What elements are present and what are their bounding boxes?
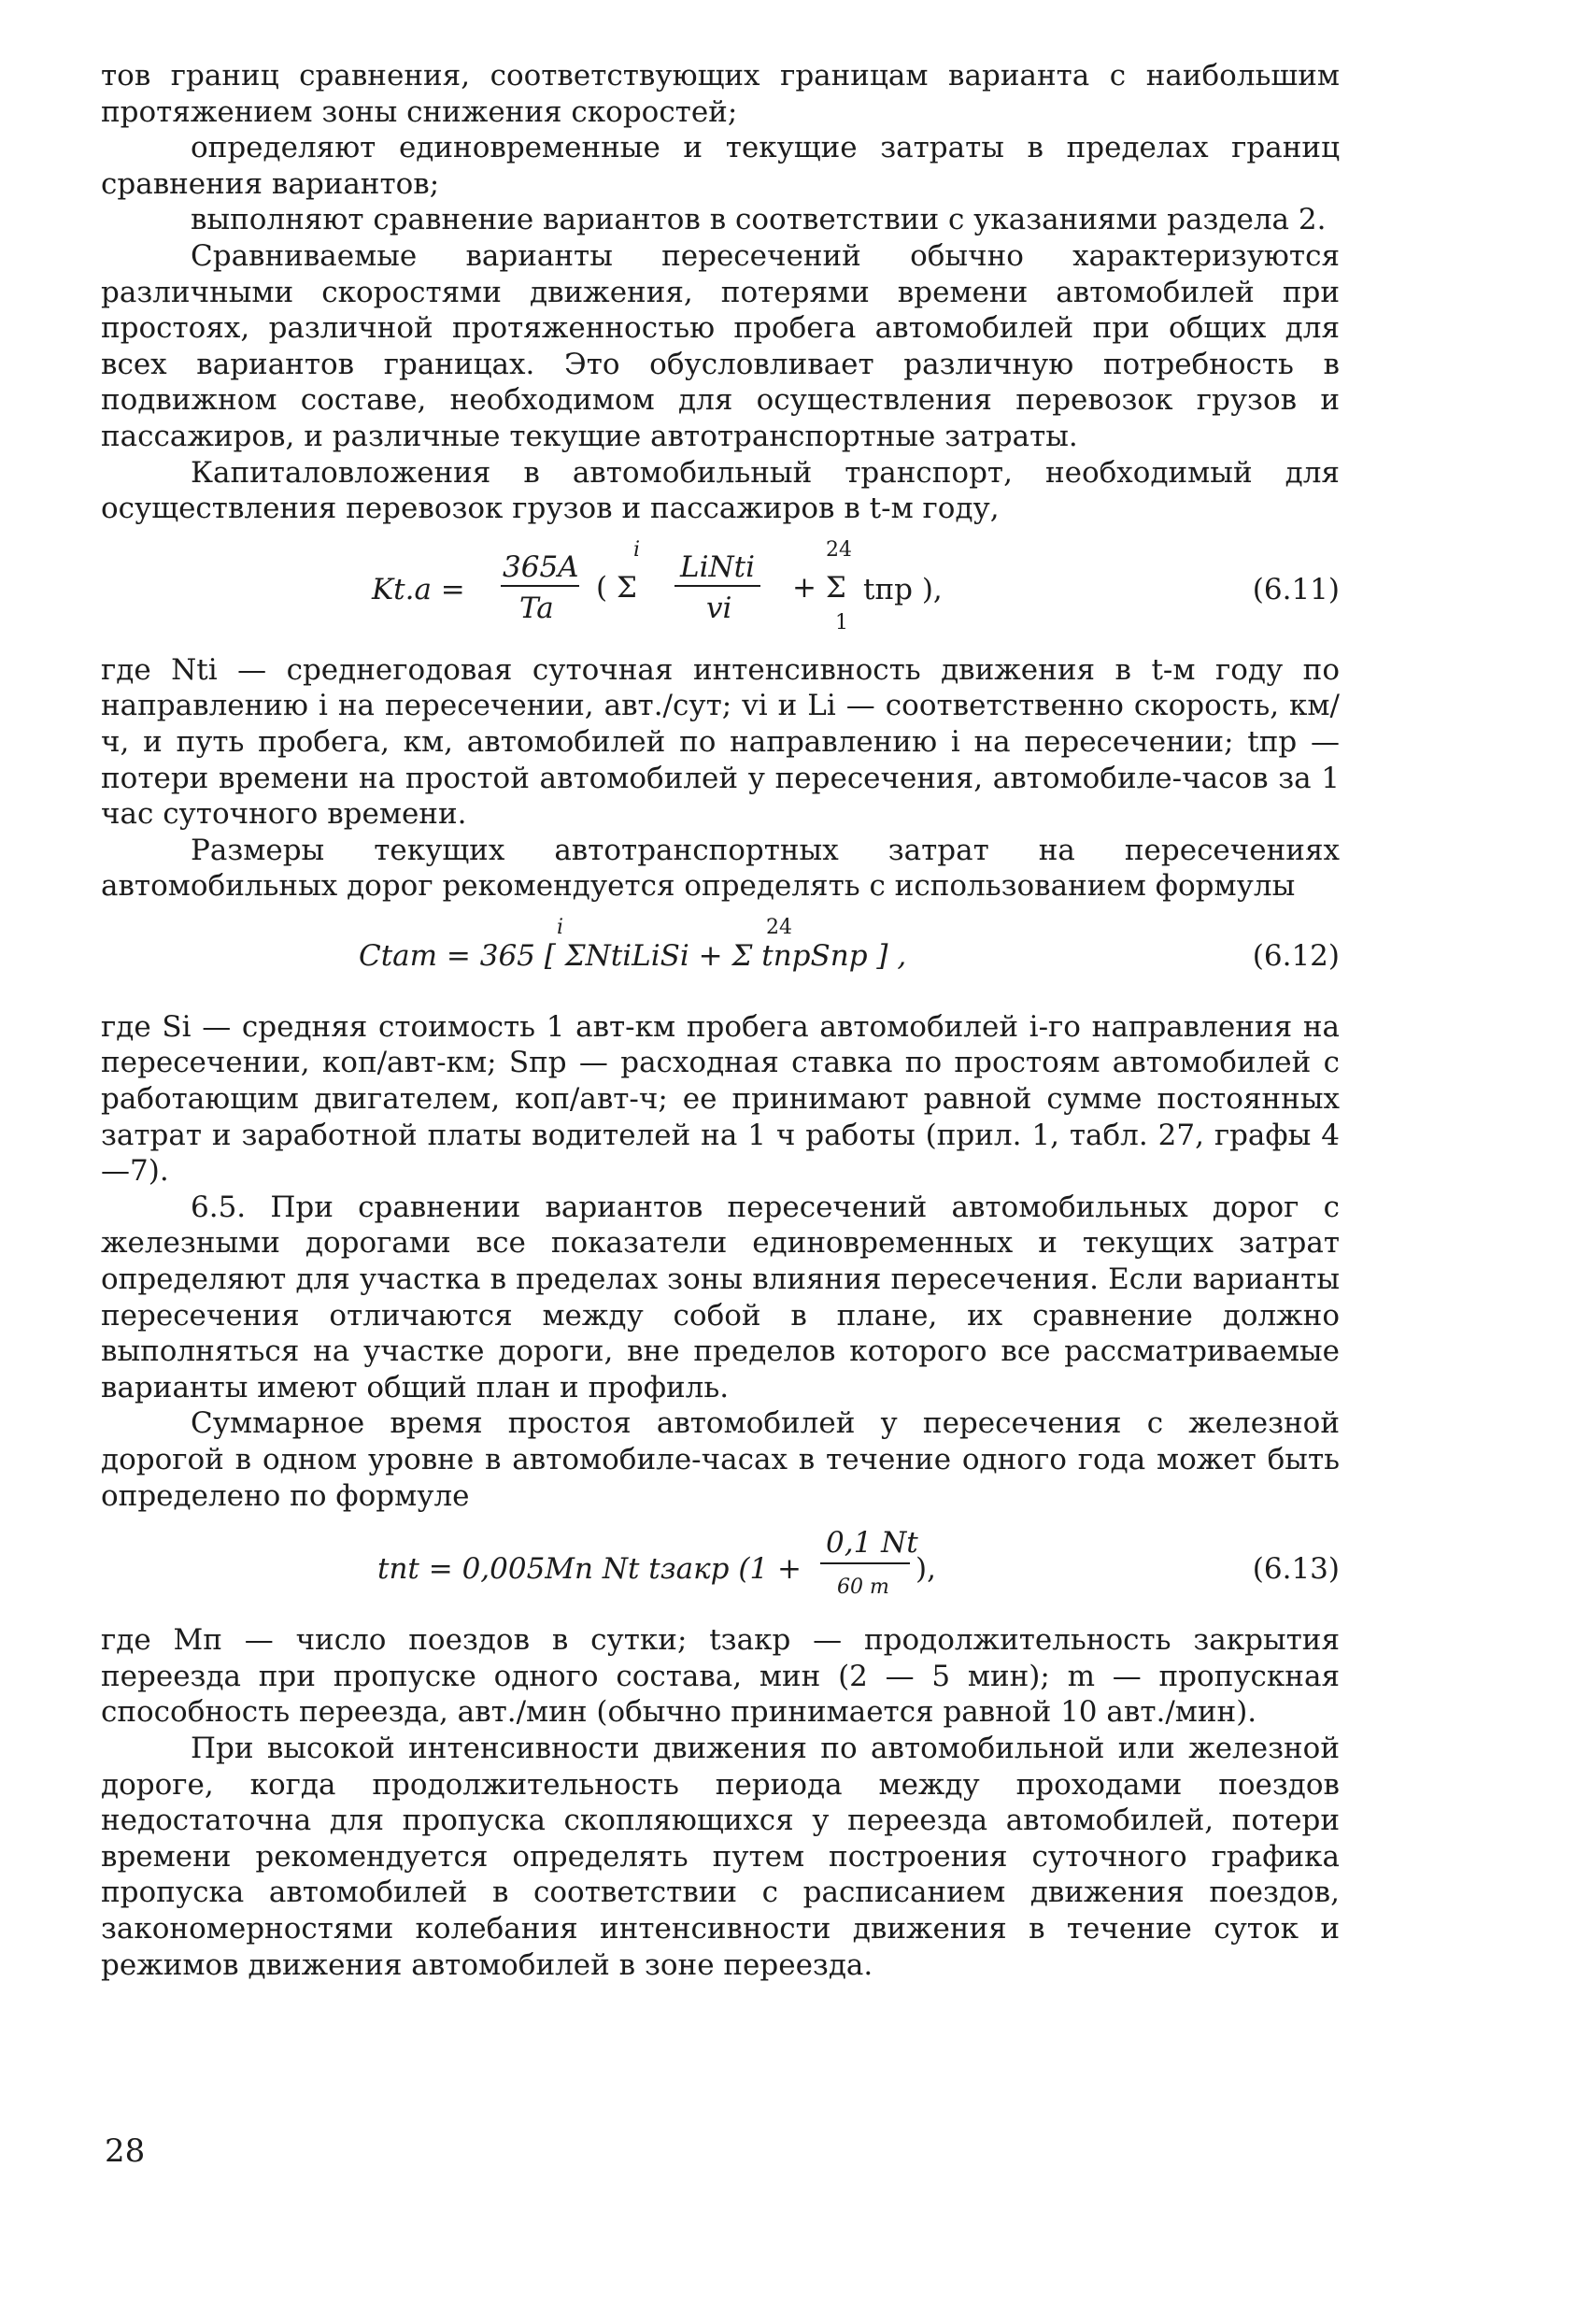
page-number: 28 — [105, 2132, 146, 2170]
paragraph-where-si: где Si — средняя стоимость 1 авт-км пробега автомобилей i-го направления на пересечении, коп/авт-км; Sпр — расходная ставка по простоям автомобилей с работающим двигателем, коп/авт-ч; ее принимают равной сумме постоянных затрат и заработной платы водителей на 1 ч работы (прил. 1, табл. 27, графы 4—7). — [101, 1009, 1340, 1189]
formula-611-sum1-top: i — [633, 537, 641, 562]
formula-611-frac-den: Ta — [519, 591, 554, 625]
formula-6-11 — [101, 533, 1340, 643]
paragraph-where-mp: где Mп — число поездов в сутки; tзакр — продолжительность закрытия переезда при пропуске одного состава, мин (2 — 5 мин); m — пропускная способность переезда, авт./мин (обычно принимается равной 10 авт./мин). — [101, 1623, 1340, 1730]
formula-611-frac-line — [501, 585, 579, 587]
formula-611-inner-line — [674, 585, 760, 587]
formula-611-frac-num: 365A — [503, 549, 579, 584]
formula-611-sum2: + Σ — [792, 570, 846, 605]
formula-611-inner-den: vi — [706, 591, 732, 625]
paragraph-where-nti: где Nti — среднегодовая суточная интенсивность движения в t-м году по направлению i на пересечении, авт./сут; vi и Li — соответственно скорость, км/ч, и путь пробега, км, автомобилей по направлению i на пересечении; tпр — потери времени на простой автомобилей у пересечения, автомобиле-часов за 1 час суточного времени. — [101, 652, 1340, 832]
formula-611-inner-num: LiNti — [680, 549, 755, 584]
formula-611-sum2-top: 24 — [826, 537, 852, 562]
formula-6-12 — [101, 910, 1340, 1000]
formula-612-number: (6.12) — [1252, 938, 1340, 973]
formula-611-number: (6.11) — [1252, 572, 1340, 606]
formula-611-sum2-bottom: 1 — [835, 610, 848, 634]
formula-611-sum1: ( Σ — [596, 570, 637, 605]
formula-611-lhs: Kt.a = — [372, 572, 465, 606]
formula-612-body: Ctат = 365 [ ΣNtiLiSi + Σ tпрSпр ] , — [359, 938, 907, 973]
formula-613-frac-den: 60 m — [837, 1575, 889, 1600]
paragraph-section-6-5: 6.5. При сравнении вариантов пересечений автомобильных дорог с железными дорогами все показатели единовременных и текущих затрат определяют для участка в пределах зоны влияния пересечения. Если варианты пересечения отличаются между собой в плане, их сравнение должно выполняться на участке дороги, вне пределов которого все рассматриваемые варианты имеют общий план и профиль. — [101, 1190, 1340, 1404]
paragraph-high-intensity: При высокой интенсивности движения по автомобильной или железной дороге, когда продолжительность периода между проходами поездов недостаточна для пропуска скопляющихся у переезда автомобилей, потери времени рекомендуется определять путем построения суточного графика пропуска автомобилей в соответствии с расписанием движения поездов, закономерностями колебания интенсивности движения в течение суток и режимов движения автомобилей в зоне переезда. — [101, 1731, 1340, 1982]
page-body — [101, 58, 1340, 1983]
formula-613-lhs: tпt = 0,005Mп Nt tзакр (1 + — [377, 1552, 802, 1587]
paragraph-current-costs: Размеры текущих автотранспортных затрат на пересечениях автомобильных дорог рекомендуется определять с использованием формулы — [101, 833, 1340, 904]
formula-613-number: (6.13) — [1252, 1552, 1340, 1587]
formula-613-frac-num: 0,1 Nt — [826, 1526, 918, 1561]
paragraph-idle-time: Суммарное время простоя автомобилей у пересечения с железной дорогой в одном уровне в автомобиле-часах в течение одного года может быть определено по формуле — [101, 1406, 1340, 1513]
paragraph-capital: Капиталовложения в автомобильный транспорт, необходимый для осуществления перевозок грузов и пассажиров в t-м году, — [101, 455, 1340, 526]
paragraph-costs: определяют единовременные и текущие затраты в пределах границ сравнения вариантов; — [101, 131, 1340, 201]
formula-6-13 — [101, 1519, 1340, 1613]
paragraph-compare: выполняют сравнение вариантов в соответствии с указаниями раздела 2. — [191, 203, 1327, 237]
formula-611-tail: tпр ), — [863, 572, 943, 606]
formula-612-top-24: 24 — [766, 915, 792, 939]
paragraph-variants: Сравниваемые варианты пересечений обычно характеризуются различными скоростями движения, потерями времени автомобилей при простоях, различной протяженностью пробега автомобилей при общих для всех вариантов границах. Это обусловливает различную потребность в подвижном составе, необходимом для осуществления перевозок грузов и пассажиров, и различные текущие автотранспортные затраты. — [101, 238, 1340, 453]
formula-612-top-i: i — [557, 915, 564, 939]
formula-613-frac-line — [820, 1562, 910, 1564]
paragraph-continuation: тов границ сравнения, соответствующих границам варианта с наибольшим протяжением зоны снижения скоростей; — [101, 59, 1340, 129]
formula-613-tail: ), — [916, 1552, 936, 1587]
